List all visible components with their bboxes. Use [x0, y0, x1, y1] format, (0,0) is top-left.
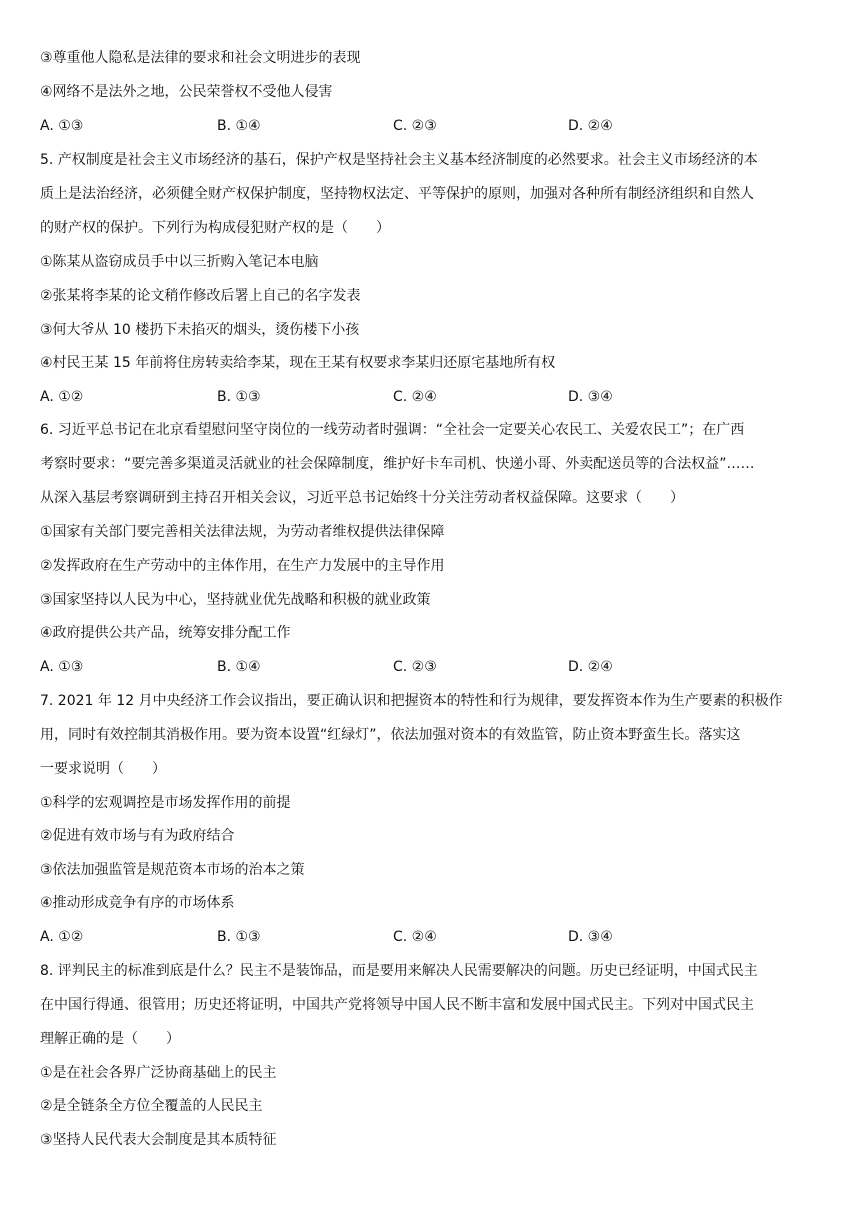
answer-option: B. ①③ — [217, 929, 261, 945]
text-line: 考察时要求：“要完善多渠道灵活就业的社会保障制度，维护好卡车司机、快递小哥、外卖配送员等的合法权益”…… — [40, 456, 755, 472]
answer-options — [40, 387, 825, 407]
answer-option: D. ②④ — [568, 118, 613, 134]
text-line: 的财产权的保护。下列行为构成侵犯财产权的是（ ） — [40, 220, 390, 236]
answer-options — [40, 657, 825, 677]
answer-option: A. ①③ — [40, 118, 84, 134]
text-line: ②促进有效市场与有为政府结合 — [40, 828, 235, 844]
text-line: ④推动形成竞争有序的市场体系 — [40, 895, 235, 911]
text-line: ③依法加强监管是规范资本市场的治本之策 — [40, 862, 305, 878]
text-line: ①是在社会各界广泛协商基础上的民主 — [40, 1065, 277, 1081]
text-line: 从深入基层考察调研到主持召开相关会议，习近平总书记始终十分关注劳动者权益保障。这要求（ ） — [40, 490, 684, 506]
text-line: ④政府提供公共产品，统筹安排分配工作 — [40, 625, 291, 641]
text-line: 理解正确的是（ ） — [40, 1031, 180, 1047]
text-line: ②发挥政府在生产劳动中的主体作用，在生产力发展中的主导作用 — [40, 558, 445, 574]
text-line: ①科学的宏观调控是市场发挥作用的前提 — [40, 795, 291, 811]
answer-option: C. ②④ — [393, 929, 437, 945]
text-line: 5. 产权制度是社会主义市场经济的基石，保护产权是坚持社会主义基本经济制度的必然要求。社会主义市场经济的本 — [40, 152, 758, 168]
answer-option: C. ②③ — [393, 659, 437, 675]
answer-options — [40, 116, 825, 136]
answer-option: B. ①④ — [217, 659, 261, 675]
answer-option: D. ②④ — [568, 659, 613, 675]
text-line: ②是全链条全方位全覆盖的人民民主 — [40, 1098, 263, 1114]
answer-option: A. ①② — [40, 929, 84, 945]
text-line: ③何大爷从 10 楼扔下未掐灭的烟头，烫伤楼下小孩 — [40, 322, 360, 338]
text-line: ③坚持人民代表大会制度是其本质特征 — [40, 1132, 277, 1148]
answer-option: B. ①④ — [217, 118, 261, 134]
answer-option: D. ③④ — [568, 389, 613, 405]
answer-option: B. ①③ — [217, 389, 261, 405]
text-line: 质上是法治经济，必须健全财产权保护制度，坚持物权法定、平等保护的原则，加强对各种所有制经济组织和自然人 — [40, 186, 754, 202]
text-line: 6. 习近平总书记在北京看望慰问坚守岗位的一线劳动者时强调：“全社会一定要关心农民工、关爱农民工”；在广西 — [40, 422, 745, 438]
text-line: 7. 2021 年 12 月中央经济工作会议指出，要正确认识和把握资本的特性和行为规律，要发挥资本作为生产要素的积极作 — [40, 693, 783, 709]
text-line: 用，同时有效控制其消极作用。要为资本设置“红绿灯”，依法加强对资本的有效监管，防止资本野蛮生长。落实这 — [40, 727, 741, 743]
answer-option: D. ③④ — [568, 929, 613, 945]
text-line: ④网络不是法外之地，公民荣誉权不受他人侵害 — [40, 84, 333, 100]
text-line: ③国家坚持以人民为中心，坚持就业优先战略和积极的就业政策 — [40, 592, 431, 608]
text-line: ②张某将李某的论文稍作修改后署上自己的名字发表 — [40, 288, 361, 304]
text-line: 8. 评判民主的标准到底是什么？民主不是装饰品，而是要用来解决人民需要解决的问题。历史已经证明，中国式民主 — [40, 963, 758, 979]
answer-option: C. ②④ — [393, 389, 437, 405]
answer-options — [40, 927, 825, 947]
answer-option: C. ②③ — [393, 118, 437, 134]
text-line: ③尊重他人隐私是法律的要求和社会文明进步的表现 — [40, 50, 361, 66]
answer-option: A. ①② — [40, 389, 84, 405]
text-line: ①陈某从盗窃成员手中以三折购入笔记本电脑 — [40, 254, 319, 270]
text-line: 一要求说明（ ） — [40, 761, 166, 777]
text-line: 在中国行得通、很管用；历史还将证明，中国共产党将领导中国人民不断丰富和发展中国式民主。下列对中国式民主 — [40, 997, 754, 1013]
text-line: ④村民王某 15 年前将住房转卖给李某，现在王某有权要求李某归还原宅基地所有权 — [40, 355, 556, 371]
text-line: ①国家有关部门要完善相关法律法规，为劳动者维权提供法律保障 — [40, 524, 445, 540]
answer-option: A. ①③ — [40, 659, 84, 675]
